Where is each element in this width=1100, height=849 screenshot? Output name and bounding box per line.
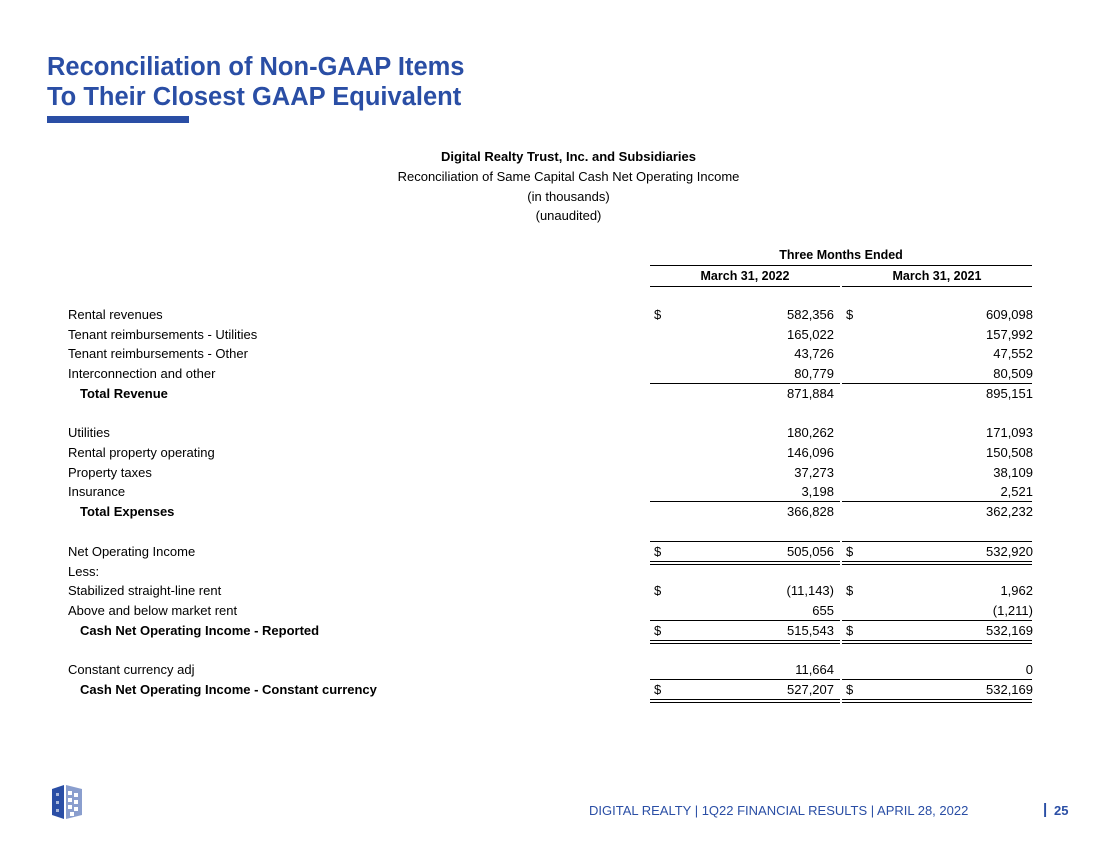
value-2021: 47,552 bbox=[993, 346, 1033, 361]
value-2021: 157,992 bbox=[986, 327, 1033, 342]
row-label: Tenant reimbursements - Other bbox=[68, 346, 248, 361]
period-header: Three Months Ended bbox=[779, 248, 903, 262]
value-2022: 80,779 bbox=[794, 366, 834, 381]
value-2022: 3,198 bbox=[801, 484, 834, 499]
table-row bbox=[0, 305, 1100, 325]
currency-symbol: $ bbox=[846, 623, 854, 638]
column-header-2022: March 31, 2022 bbox=[700, 269, 790, 283]
value-2022: 180,262 bbox=[787, 425, 834, 440]
currency-symbol: $ bbox=[654, 544, 662, 559]
value-2022: 527,207 bbox=[787, 682, 834, 697]
double-underline bbox=[650, 699, 840, 700]
table-row bbox=[0, 562, 1100, 582]
table-row bbox=[0, 463, 1100, 483]
footer-text: DIGITAL REALTY | 1Q22 FINANCIAL RESULTS | APRIL 28, 2022 bbox=[589, 803, 969, 818]
footer-divider: | bbox=[1043, 801, 1048, 818]
value-2021: 532,920 bbox=[986, 544, 1033, 559]
double-underline bbox=[842, 699, 1032, 700]
double-underline bbox=[650, 643, 840, 644]
value-2021: 532,169 bbox=[986, 623, 1033, 638]
value-2021: 2,521 bbox=[1000, 484, 1033, 499]
value-2021: 362,232 bbox=[986, 504, 1033, 519]
table-row bbox=[0, 443, 1100, 463]
row-label: Interconnection and other bbox=[68, 366, 216, 381]
table-row bbox=[0, 423, 1100, 443]
title-underline bbox=[47, 116, 189, 123]
audit-note: (unaudited) bbox=[535, 208, 602, 223]
value-2021: 609,098 bbox=[986, 307, 1033, 322]
table-row bbox=[0, 502, 1100, 522]
value-2021: 1,962 bbox=[1000, 583, 1033, 598]
company-name: Digital Realty Trust, Inc. and Subsidiaries bbox=[440, 149, 696, 164]
value-2021: 532,169 bbox=[986, 682, 1033, 697]
row-label: Total Expenses bbox=[80, 504, 175, 519]
row-label: Tenant reimbursements - Utilities bbox=[68, 327, 258, 342]
units-note: (in thousands) bbox=[527, 189, 610, 204]
page-title bbox=[47, 52, 465, 112]
value-2022: 582,356 bbox=[787, 307, 834, 322]
value-2022: 505,056 bbox=[787, 544, 834, 559]
table-row bbox=[0, 364, 1100, 384]
value-2022: 655 bbox=[812, 603, 834, 618]
row-label: Net Operating Income bbox=[68, 544, 196, 559]
double-underline bbox=[842, 640, 1032, 641]
period-header-rule bbox=[650, 265, 1032, 266]
table-row bbox=[0, 581, 1100, 601]
value-2022: 366,828 bbox=[787, 504, 834, 519]
page-title-line1: Reconciliation of Non-GAAP Items bbox=[47, 53, 465, 81]
row-label: Cash Net Operating Income - Constant currency bbox=[80, 682, 377, 697]
table-row bbox=[0, 344, 1100, 364]
value-2022: (11,143) bbox=[786, 583, 834, 598]
currency-symbol: $ bbox=[654, 623, 662, 638]
currency-symbol: $ bbox=[846, 682, 854, 697]
value-2021: (1,211) bbox=[992, 603, 1033, 618]
value-2021: 38,109 bbox=[993, 465, 1033, 480]
value-2021: 895,151 bbox=[986, 386, 1033, 401]
column-header-rule-2022 bbox=[650, 286, 840, 287]
row-label: Rental revenues bbox=[68, 307, 163, 322]
double-underline bbox=[650, 640, 840, 641]
page-number: 25 bbox=[1054, 803, 1069, 818]
value-2022: 37,273 bbox=[794, 465, 834, 480]
table-row bbox=[0, 621, 1100, 641]
value-2021: 150,508 bbox=[986, 445, 1033, 460]
row-label: Utilities bbox=[68, 425, 110, 440]
table-row bbox=[0, 601, 1100, 621]
value-2022: 43,726 bbox=[794, 346, 834, 361]
currency-symbol: $ bbox=[654, 583, 662, 598]
row-label: Less: bbox=[68, 564, 100, 579]
value-2022: 871,884 bbox=[787, 386, 834, 401]
column-header-rule-2021 bbox=[842, 286, 1032, 287]
currency-symbol: $ bbox=[654, 682, 662, 697]
value-2021: 171,093 bbox=[986, 425, 1033, 440]
currency-symbol: $ bbox=[846, 307, 854, 322]
row-label: Property taxes bbox=[68, 465, 152, 480]
value-2022: 515,543 bbox=[787, 623, 834, 638]
value-2022: 165,022 bbox=[787, 327, 834, 342]
value-2022: 146,096 bbox=[787, 445, 834, 460]
table-row bbox=[0, 482, 1100, 502]
double-underline bbox=[842, 643, 1032, 644]
value-2022: 11,664 bbox=[795, 662, 834, 677]
table-row bbox=[0, 660, 1100, 680]
row-label: Above and below market rent bbox=[68, 603, 238, 618]
currency-symbol: $ bbox=[846, 583, 854, 598]
row-label: Cash Net Operating Income - Reported bbox=[80, 623, 320, 638]
table-row bbox=[0, 384, 1100, 404]
currency-symbol: $ bbox=[654, 307, 662, 322]
double-underline bbox=[842, 702, 1032, 703]
row-label: Insurance bbox=[68, 484, 126, 499]
table-row bbox=[0, 325, 1100, 345]
table-row bbox=[0, 542, 1100, 562]
row-label: Constant currency adj bbox=[68, 662, 195, 677]
row-label: Stabilized straight-line rent bbox=[68, 583, 222, 598]
currency-symbol: $ bbox=[846, 544, 854, 559]
page-title-line2: To Their Closest GAAP Equivalent bbox=[47, 83, 462, 111]
row-label: Total Revenue bbox=[80, 386, 168, 401]
value-2021: 80,509 bbox=[993, 366, 1033, 381]
statement-subtitle: Reconciliation of Same Capital Cash Net Operating Income bbox=[397, 169, 740, 184]
row-label: Rental property operating bbox=[68, 445, 215, 460]
double-underline bbox=[650, 702, 840, 703]
column-header-2021: March 31, 2021 bbox=[892, 269, 982, 283]
value-2021: 0 bbox=[1025, 662, 1033, 677]
table-row bbox=[0, 680, 1100, 700]
digital-realty-logo-icon bbox=[50, 783, 84, 821]
